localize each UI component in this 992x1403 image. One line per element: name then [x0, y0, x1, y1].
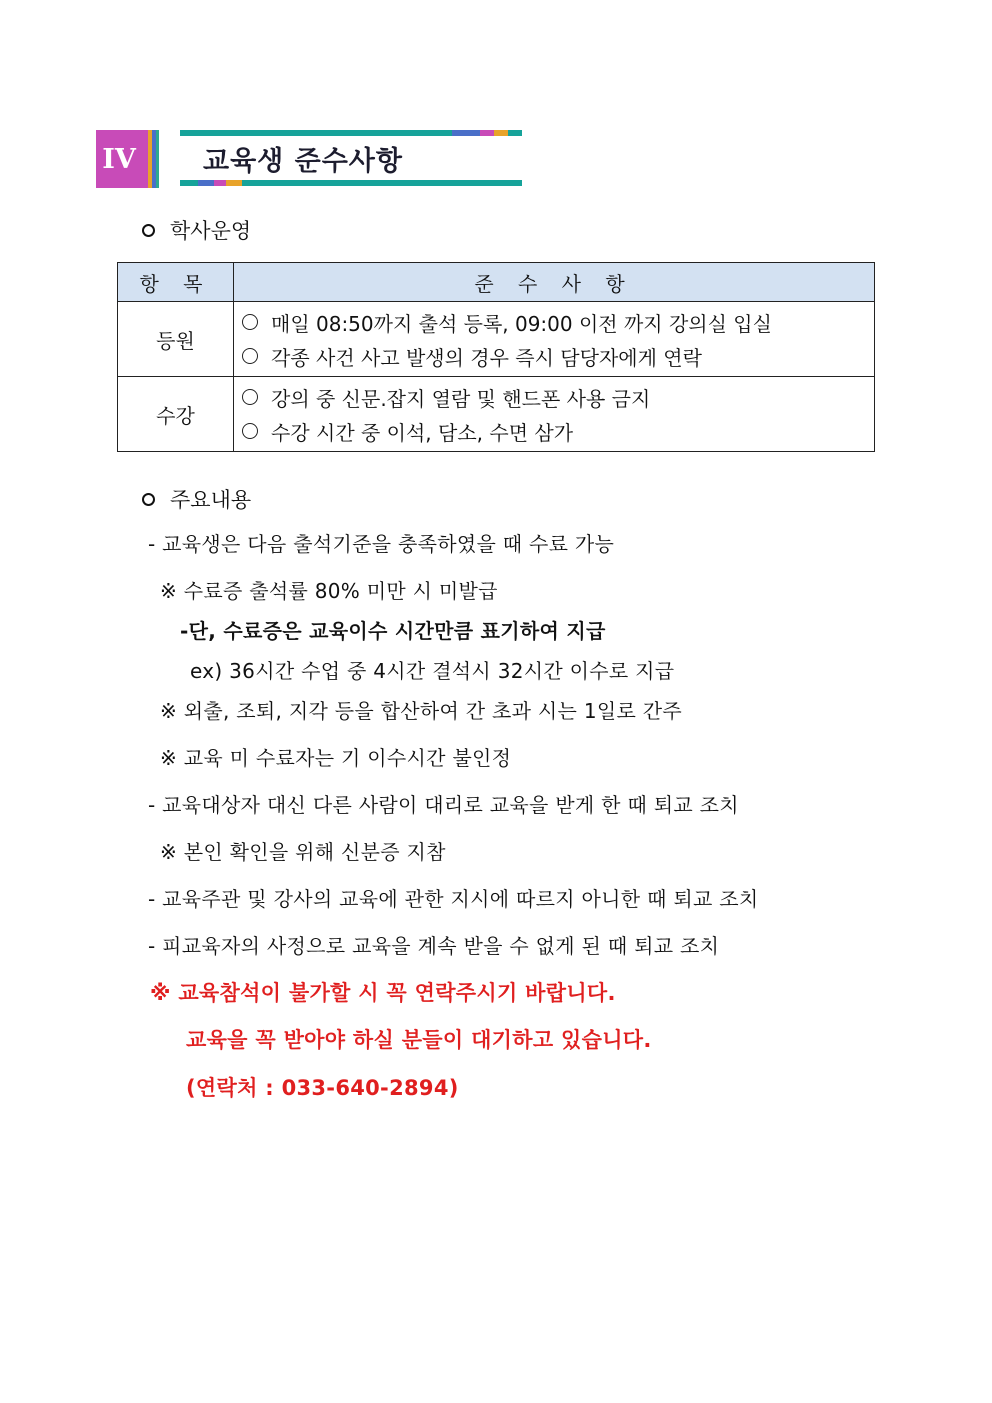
note-line: ※ 외출, 조퇴, 지각 등을 합산하여 간 초과 시는 1일로 간주	[160, 699, 682, 723]
section-numeral: IV	[96, 130, 148, 188]
decor-stripe	[156, 130, 159, 188]
note-line: ※ 수료증 출석률 80% 미만 시 미발급	[160, 579, 498, 603]
notice-line: 교육을 꼭 받아야 하실 분들이 대기하고 있습니다.	[186, 1028, 652, 1052]
notice-line: ※ 교육참석이 불가할 시 꼭 연락주시기 바랍니다.	[150, 981, 616, 1005]
note-line: ※ 교육 미 수료자는 기 이수시간 불인정	[160, 746, 512, 770]
circle-icon	[242, 389, 258, 405]
circle-icon	[242, 314, 258, 330]
note-line: ※ 본인 확인을 위해 신분증 지참	[160, 840, 446, 864]
rule-text: 각종 사건 사고 발생의 경우 즉시 담당자에게 연락	[271, 345, 702, 370]
title-top-bar	[180, 130, 522, 136]
row-rules	[234, 377, 875, 452]
rules-table	[117, 262, 875, 452]
rule-text: 수강 시간 중 이석, 담소, 수면 삼가	[271, 420, 574, 445]
circle-icon	[242, 423, 258, 439]
table-header-row	[118, 263, 875, 302]
title-bottom-bar	[180, 180, 522, 186]
main-heading	[142, 484, 251, 514]
section-title: 교육생 준수사항	[203, 146, 403, 177]
rule-line	[242, 305, 874, 339]
rule-text: 강의 중 신문.잡지 열람 및 핸드폰 사용 금지	[271, 386, 651, 411]
header-rules: 준 수 사 항	[234, 263, 875, 302]
table-row	[118, 302, 875, 377]
section-header	[96, 130, 524, 188]
row-item: 수강	[118, 377, 234, 452]
rule-line	[242, 339, 874, 373]
rule-line	[242, 380, 874, 414]
row-rules	[234, 302, 875, 377]
main-heading-text: 주요내용	[170, 488, 252, 512]
circle-bullet-icon	[142, 224, 155, 237]
rule-text: 매일 08:50까지 출석 등록, 09:00 이전 까지 강의실 입실	[271, 311, 772, 336]
body-line: - 피교육자의 사정으로 교육을 계속 받을 수 없게 된 때 퇴교 조치	[148, 934, 720, 958]
circle-icon	[242, 348, 258, 364]
circle-bullet-icon	[142, 493, 155, 506]
header-item: 항 목	[118, 263, 234, 302]
contact-line: (연락처 : 033-640-2894)	[186, 1076, 459, 1100]
academic-heading	[142, 215, 251, 245]
row-item: 등원	[118, 302, 234, 377]
body-line: - 교육주관 및 강사의 교육에 관한 지시에 따르지 아니한 때 퇴교 조치	[148, 887, 759, 911]
emphasis-line: -단, 수료증은 교육이수 시간만큼 표기하여 지급	[180, 619, 606, 643]
academic-heading-text: 학사운영	[170, 219, 252, 243]
body-line: - 교육생은 다음 출석기준을 충족하였을 때 수료 가능	[148, 532, 615, 556]
example-line: ex) 36시간 수업 중 4시간 결석시 32시간 이수로 지급	[190, 659, 675, 683]
body-line: - 교육대상자 대신 다른 사람이 대리로 교육을 받게 한 때 퇴교 조치	[148, 793, 739, 817]
rule-line	[242, 414, 874, 448]
table-row	[118, 377, 875, 452]
